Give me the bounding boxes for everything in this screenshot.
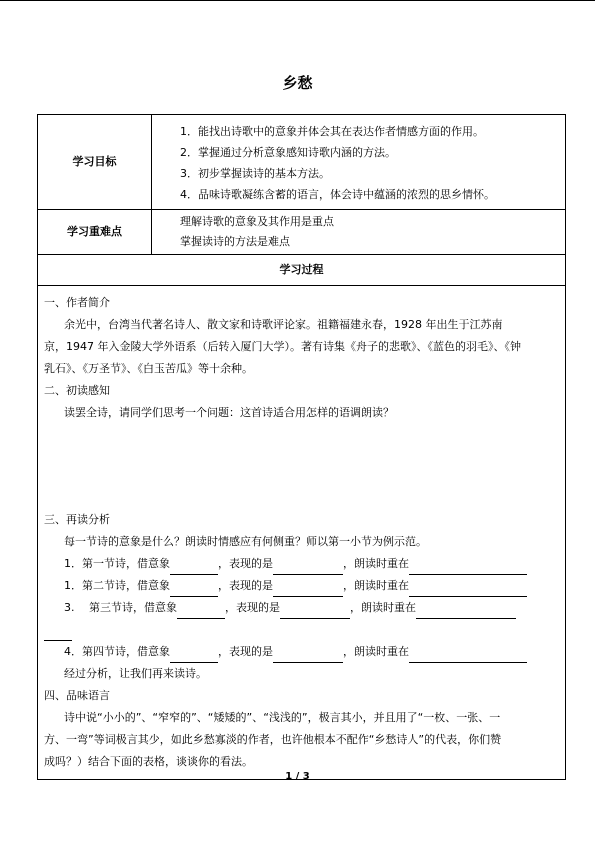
process-heading: 学习过程 (38, 255, 566, 286)
blank-field[interactable] (170, 649, 218, 663)
objective-item: 3．初步掌握读诗的基本方法。 (180, 167, 330, 180)
page-number: 1 / 3 (285, 771, 310, 782)
keypoints-content (152, 210, 566, 255)
objective-item: 1．能找出诗歌中的意象并体会其在表达作者情感方面的作用。 (180, 125, 484, 138)
objectives-row (38, 115, 566, 210)
paragraph: 京，1947 年入金陵大学外语系（后转入厦门大学）。著有诗集《舟子的悲歌》、《蓝色的羽毛》、《钟 (44, 340, 521, 353)
process-body-row (38, 286, 566, 780)
section-title: 一、作者简介 (44, 296, 110, 309)
fill-in-line: 3. 第三节诗，借意象 ，表现的是 ，朗读时重在 (44, 597, 559, 619)
lesson-table (37, 114, 566, 780)
fill-in-line (44, 619, 559, 641)
blank-field[interactable] (273, 649, 343, 663)
keypoints-label: 学习重难点 (38, 210, 152, 255)
section-title: 二、初读感知 (44, 384, 110, 397)
blank-field[interactable] (177, 605, 225, 619)
objective-item: 2．掌握通过分析意象感知诗歌内涵的方法。 (180, 146, 396, 159)
page-title: 乡愁 (282, 74, 313, 92)
section-title: 三、再读分析 (44, 513, 110, 526)
blank-field[interactable] (409, 561, 527, 575)
paragraph: 经过分析，让我们再来读诗。 (64, 667, 207, 680)
blank-field[interactable] (170, 583, 218, 597)
section-title: 四、品味语言 (44, 689, 110, 702)
blank-field[interactable] (273, 583, 343, 597)
paragraph: 每一节诗的意象是什么？朗读时情感应有何侧重？师以第一小节为例示范。 (64, 535, 427, 548)
top-rule (0, 0, 595, 1)
keypoint-item: 理解诗歌的意象及其作用是重点 (180, 215, 334, 228)
process-heading-row (38, 255, 566, 286)
paragraph: 成吗？）结合下面的表格，谈谈你的看法。 (44, 755, 253, 768)
blank-field[interactable] (44, 627, 72, 641)
objectives-label: 学习目标 (38, 115, 152, 210)
process-body (38, 286, 566, 780)
keypoint-item: 掌握读诗的方法是难点 (180, 235, 290, 248)
blank-field[interactable] (280, 605, 350, 619)
blank-field[interactable] (170, 561, 218, 575)
fill-in-line: 4．第四节诗，借意象 ，表现的是 ，朗读时重在 (44, 641, 559, 663)
blank-field[interactable] (409, 583, 527, 597)
paragraph: 乳石》、《万圣节》、《白玉苦瓜》等十余种。 (44, 362, 253, 375)
paragraph: 余光中，台湾当代著名诗人、散文家和诗歌评论家。祖籍福建永春，1928 年出生于江苏南 (64, 318, 503, 331)
question: 读罢全诗，请同学们思考一个问题：这首诗适合用怎样的语调朗读？ (64, 406, 394, 419)
answer-space (44, 424, 559, 509)
blank-field[interactable] (409, 649, 527, 663)
paragraph: 方、一弯”等词极言其少，如此乡愁寡淡的作者，也许他根本不配作“乡愁诗人”的代表，你们赞 (44, 733, 502, 746)
objectives-content (152, 115, 566, 210)
blank-field[interactable] (416, 605, 516, 619)
fill-in-line: 1．第一节诗，借意象 ，表现的是 ，朗读时重在 (44, 553, 559, 575)
paragraph: 诗中说“小小的”、“窄窄的”、“矮矮的”、“浅浅的”，极言其小，并且用了“一枚、一张、一 (64, 711, 501, 724)
fill-in-line: 1．第二节诗，借意象 ，表现的是 ，朗读时重在 (44, 575, 559, 597)
objective-item: 4．品味诗歌凝练含蓄的语言，体会诗中蕴涵的浓烈的思乡情怀。 (180, 188, 495, 201)
blank-field[interactable] (273, 561, 343, 575)
keypoints-row (38, 210, 566, 255)
